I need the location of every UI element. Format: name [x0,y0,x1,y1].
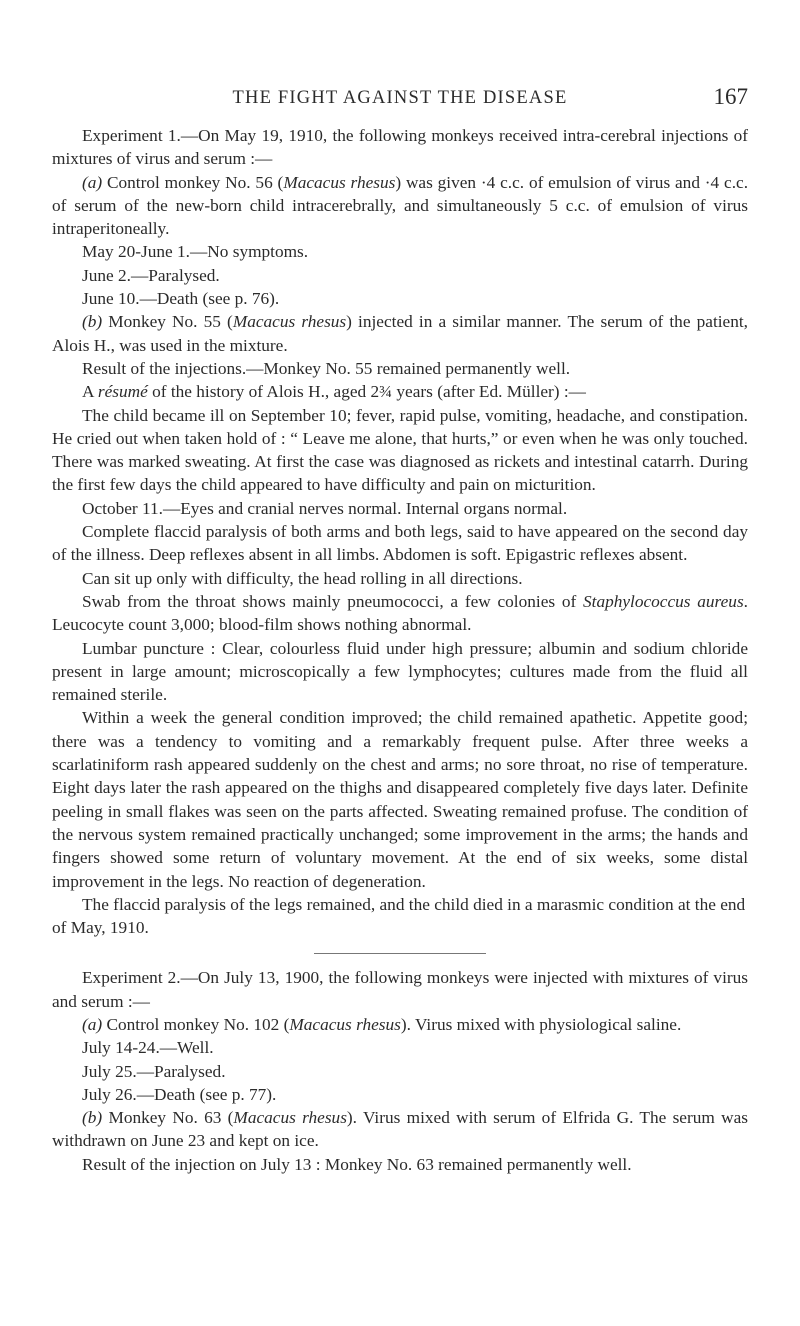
case-history-paragraph: The child became ill on September 10; fever, rapid pulse, vomiting, headache, and constipation. He cried out when taken hold of : “ Leave me alone, that hurts,” or even when he was only touched. There was marked sweating. At first the case was diagnosed as rickets and intestinal catarrh. During the first few days the child appeared to have difficulty and pain on micturition. [52,405,748,495]
experiment-2-monkey-a: (a) Control monkey No. 102 (Macacus rhesus). Virus mixed with physiological saline. [82,1014,682,1034]
running-head: THE FIGHT AGAINST THE DISEASE [232,88,568,108]
case-history-paragraph: Within a week the general condition improved; the child remained apathetic. Appetite good; there was a tendency to vomiting and a remarkably frequent pulse. After three weeks a scarlatiniform rash appeared suddenly on the chest and arms; no sore throat, no rise of temperature. Eight days later the rash appeared on the thighs and disappeared completely five days later. Definite peeling in small flakes was seen on the parts affected. Sweating remained profuse. The condition of the nervous system remained practically unchanged; some improvement in the arms; the hands and fingers showed some return of voluntary movement. At the end of six weeks, some distal improvement in the legs. No reaction of degeneration. [52,708,748,891]
species-name: Macacus rhesus [289,1014,401,1034]
item-label: (b) [82,312,103,332]
species-name: Macacus rhesus [232,312,347,332]
log-entry: July 26.—Death (see p. 77). [82,1084,277,1104]
section-divider [314,953,486,954]
log-entry: June 2.—Paralysed. [82,265,220,285]
experiment-1-result: Result of the injections.—Monkey No. 55 remained permanently well. [82,358,571,378]
case-history-paragraph: The flaccid paralysis of the legs remained, and the child died in a marasmic condition at the end of May, 1910. [52,894,746,938]
log-entry: July 25.—Paralysed. [82,1061,226,1081]
log-entry: July 14-24.—Well. [82,1038,214,1058]
experiment-2-intro: Experiment 2.—On July 13, 1900, the following monkeys were injected with mixtures of virus and serum :— [52,968,748,1011]
case-history-paragraph: Can sit up only with difficulty, the head rolling in all directions. [82,568,523,588]
experiment-1-intro: Experiment 1.—On May 19, 1910, the following monkeys received intra-cerebral injections of mixtures of virus and serum :— [52,126,748,169]
case-history-heading: A résumé of the history of Alois H., aged 2¾ years (after Ed. Müller) :— [82,382,586,402]
case-history-paragraph: October 11.—Eyes and cranial nerves normal. Internal organs normal. [82,498,568,518]
page-number: 167 [713,84,748,109]
item-label: (a) [82,172,103,192]
species-name: Macacus rhesus [233,1108,347,1128]
experiment-2-result: Result of the injection on July 13 : Monkey No. 63 remained permanently well. [82,1154,632,1174]
item-label: (a) [82,1014,103,1034]
experiment-2-monkey-b: (b) Monkey No. 63 (Macacus rhesus). Virus mixed with serum of Elfrida G. The serum was withdrawn on June 23 and kept on ice. [52,1108,748,1151]
body-text [52,124,748,1176]
species-name: Macacus rhesus [283,172,396,192]
log-entry: June 10.—Death (see p. 76). [82,289,280,309]
experiment-1-monkey-a: (a) Control monkey No. 56 (Macacus rhesus) was given ·4 c.c. of emulsion of virus and ·4 c.c. of serum of the new-born child intracerebrally, and simultaneously 5 c.c. of emulsion of virus intraperitoneally. [52,172,749,239]
page-header [52,84,748,114]
species-name: Staphylococcus aureus [583,591,744,611]
experiment-1-monkey-b: (b) Monkey No. 55 (Macacus rhesus) injected in a similar manner. The serum of the patient, Alois H., was used in the mixture. [52,312,748,355]
item-label: (b) [82,1108,103,1128]
case-history-paragraph: Swab from the throat shows mainly pneumococci, a few colonies of Staphylococcus aureus. Leucocyte count 3,000; blood-film shows nothing abnormal. [52,591,748,635]
case-history-paragraph: Complete flaccid paralysis of both arms and both legs, said to have appeared on the second day of the illness. Deep reflexes absent in all limbs. Abdomen is soft. Epigastric reflexes absent. [52,522,748,565]
case-history-paragraph: Lumbar puncture : Clear, colourless fluid under high pressure; albumin and sodium chloride present in large amount; microscopically a few lymphocytes; cultures made from the fluid all remained sterile. [52,638,748,705]
log-entry: May 20-June 1.—No symptoms. [82,242,309,262]
resume-word: résumé [97,382,148,402]
